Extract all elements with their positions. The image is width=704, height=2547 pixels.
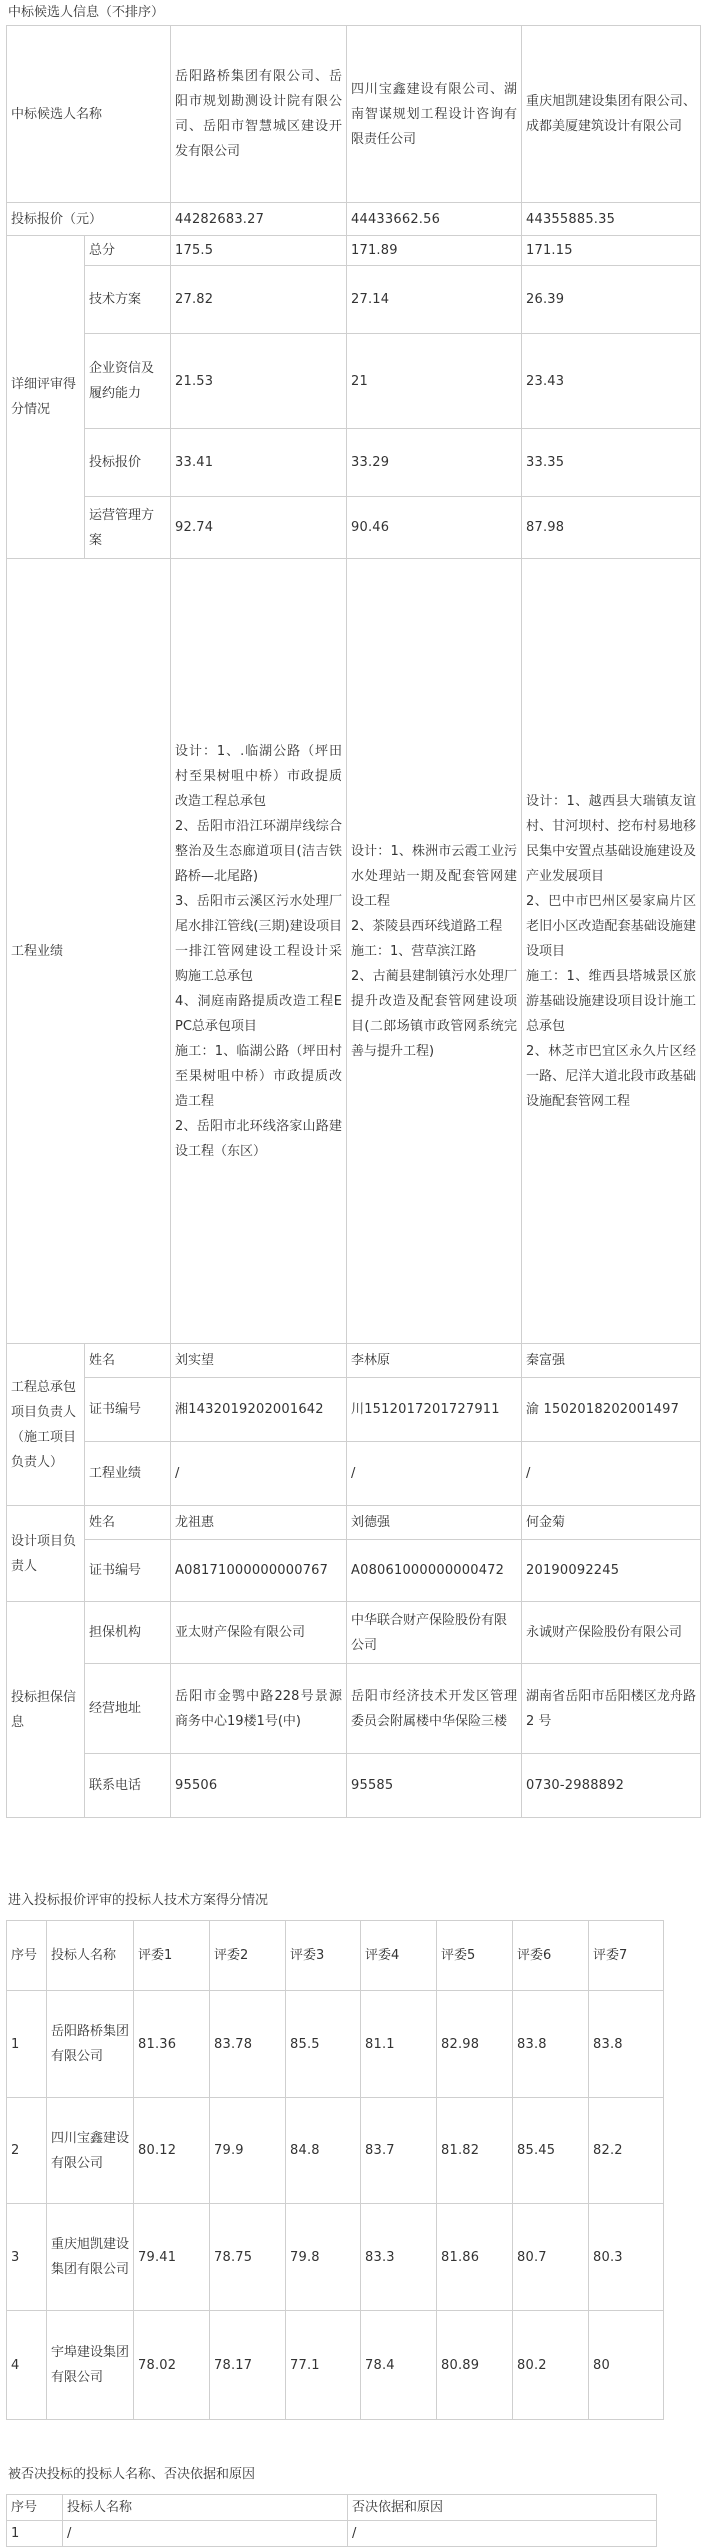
candidate-name: 岳阳路桥集团有限公司、岳阳市规划勘测设计院有限公司、岳阳市智慧城区建设开发有限公司 [171, 26, 347, 203]
judge-score: 79.8 [286, 2204, 361, 2311]
score-value: 171.15 [522, 236, 701, 266]
judge-score: 78.02 [134, 2311, 210, 2420]
performance-label: 工程业绩 [7, 559, 171, 1344]
bid-price: 44433662.56 [347, 203, 522, 236]
manager-work: / [347, 1442, 522, 1506]
column-header: 投标人名称 [63, 2495, 348, 2521]
judge-score: 80.7 [513, 2204, 589, 2311]
judge-score: 81.82 [437, 2098, 513, 2204]
section2-title: 进入投标报价评审的投标人技术方案得分情况 [8, 1893, 269, 1908]
designer-cert: 20190092245 [522, 1540, 701, 1602]
manager-work: / [522, 1442, 701, 1506]
designer-name: 刘德强 [347, 1506, 522, 1540]
table-row [7, 2204, 664, 2311]
manager-cert: 渝 1502018202001497 [522, 1378, 701, 1442]
field-label-phone: 联系电话 [85, 1754, 171, 1818]
bidder-name: 重庆旭凯建设集团有限公司 [47, 2204, 134, 2311]
judge-score: 81.86 [437, 2204, 513, 2311]
section1-title: 中标候选人信息（不排序） [8, 5, 165, 20]
judge-score: 78.75 [210, 2204, 286, 2311]
guarantor-phone: 95585 [347, 1754, 522, 1818]
field-label-cert: 证书编号 [85, 1540, 171, 1602]
score-value: 21 [347, 334, 522, 429]
candidate-info-table [6, 25, 701, 1818]
row-number: 1 [7, 1991, 47, 2098]
rejected-bidders-table [6, 2494, 657, 2547]
guarantor-org: 亚太财产保险有限公司 [171, 1602, 347, 1664]
judge-score: 85.5 [286, 1991, 361, 2098]
manager-name: 秦富强 [522, 1344, 701, 1378]
score-row-label: 总分 [85, 236, 171, 266]
score-value: 175.5 [171, 236, 347, 266]
score-value: 90.46 [347, 497, 522, 559]
judge-score: 79.9 [210, 2098, 286, 2204]
score-value: 21.53 [171, 334, 347, 429]
bid-price: 44355885.35 [522, 203, 701, 236]
field-label-name: 姓名 [85, 1344, 171, 1378]
row-number: 1 [7, 2521, 63, 2547]
designer-name: 何金菊 [522, 1506, 701, 1540]
column-header: 评委1 [134, 1921, 210, 1991]
score-value: 23.43 [522, 334, 701, 429]
score-row-label: 运营管理方案 [85, 497, 171, 559]
section3-title: 被否决投标的投标人名称、否决依据和原因 [8, 2467, 256, 2482]
field-label-cert: 证书编号 [85, 1378, 171, 1442]
score-value: 27.82 [171, 266, 347, 334]
field-label-name: 姓名 [85, 1506, 171, 1540]
guarantor-address: 岳阳市经济技术开发区管理委员会附属楼中华保险三楼 [347, 1664, 522, 1754]
judge-score: 83.7 [361, 2098, 437, 2204]
row-number: 3 [7, 2204, 47, 2311]
bidder-name: 岳阳路桥集团有限公司 [47, 1991, 134, 2098]
score-row-label: 技术方案 [85, 266, 171, 334]
row-number: 2 [7, 2098, 47, 2204]
column-header: 投标人名称 [47, 1921, 134, 1991]
field-label-guarantor: 担保机构 [85, 1602, 171, 1664]
guarantor-phone: 95506 [171, 1754, 347, 1818]
score-value: 171.89 [347, 236, 522, 266]
judge-score: 83.78 [210, 1991, 286, 2098]
judge-score: 77.1 [286, 2311, 361, 2420]
table-row [7, 2311, 664, 2420]
score-value: 33.35 [522, 429, 701, 497]
judge-score: 79.41 [134, 2204, 210, 2311]
bid-price: 44282683.27 [171, 203, 347, 236]
bidder-name: 宇埠建设集团有限公司 [47, 2311, 134, 2420]
guarantor-address: 湖南省岳阳市岳阳楼区龙舟路 2 号 [522, 1664, 701, 1754]
designer-name: 龙祖惠 [171, 1506, 347, 1540]
column-header: 评委4 [361, 1921, 437, 1991]
candidate-name: 重庆旭凯建设集团有限公司、成都美厦建筑设计有限公司 [522, 26, 701, 203]
field-label-address: 经营地址 [85, 1664, 171, 1754]
tech-score-table [6, 1920, 664, 2420]
judge-score: 78.17 [210, 2311, 286, 2420]
judge-score: 81.36 [134, 1991, 210, 2098]
designer-cert: A08061000000000472 [347, 1540, 522, 1602]
table-row [7, 1991, 664, 2098]
judge-score: 83.8 [589, 1991, 664, 2098]
judge-score: 82.98 [437, 1991, 513, 2098]
judge-score: 83.3 [361, 2204, 437, 2311]
bidder-name: 四川宝鑫建设有限公司 [47, 2098, 134, 2204]
candidate-name: 四川宝鑫建设有限公司、湖南智谋规划工程设计咨询有限责任公司 [347, 26, 522, 203]
manager-name: 刘实望 [171, 1344, 347, 1378]
row-number: 4 [7, 2311, 47, 2420]
judge-score: 80.89 [437, 2311, 513, 2420]
judge-score: 78.4 [361, 2311, 437, 2420]
judge-score: 80.3 [589, 2204, 664, 2311]
guarantor-address: 岳阳市金鹗中路228号景源商务中心19楼1号(中) [171, 1664, 347, 1754]
judge-score: 80 [589, 2311, 664, 2420]
designer-cert: A08171000000000767 [171, 1540, 347, 1602]
score-value: 33.41 [171, 429, 347, 497]
manager-group-label: 工程总承包项目负责人（施工项目负责人） [7, 1344, 85, 1506]
score-row-label: 企业资信及履约能力 [85, 334, 171, 429]
column-header: 评委3 [286, 1921, 361, 1991]
guarantor-phone: 0730-2988892 [522, 1754, 701, 1818]
performance-cell: 设计：1、.临湖公路（坪田村至果树咀中桥）市政提质改造工程总承包 2、岳阳市沿江环湖岸线综合整治及生态廊道项目(洁吉铁路桥—北尾路) 3、岳阳市云溪区污水处理厂尾水排江管线(三期)建设项目一排江管网建设工程设计采购施工总承包 4、洞庭南路提质改造工程EPC总承包项目 施工：1、临湖公路（坪田村至果树咀中桥）市政提质改造工程 2、岳阳市北环线洛家山路建设工程（东区） [171, 559, 347, 1344]
guarantee-group-label: 投标担保信息 [7, 1602, 85, 1818]
score-group-label: 详细评审得分情况 [7, 236, 85, 559]
score-value: 27.14 [347, 266, 522, 334]
score-row-label: 投标报价 [85, 429, 171, 497]
judge-score: 80.12 [134, 2098, 210, 2204]
table-row [7, 2098, 664, 2204]
judge-score: 83.8 [513, 1991, 589, 2098]
column-header: 序号 [7, 2495, 63, 2521]
judge-score: 81.1 [361, 1991, 437, 2098]
rejection-reason: / [348, 2521, 657, 2547]
manager-name: 李林原 [347, 1344, 522, 1378]
score-value: 87.98 [522, 497, 701, 559]
score-value: 26.39 [522, 266, 701, 334]
design-group-label: 设计项目负责人 [7, 1506, 85, 1602]
judge-score: 85.45 [513, 2098, 589, 2204]
candidate-name-label: 中标候选人名称 [7, 26, 171, 203]
performance-cell: 设计：1、株洲市云霞工业污水处理站一期及配套管网建设工程 2、茶陵县西环线道路工程 施工：1、营草滨江路 2、古蔺县建制镇污水处理厂提升改造及配套管网建设项目(二郎场镇市政管网系统完善与提升工程) [347, 559, 522, 1344]
column-header: 否决依据和原因 [348, 2495, 657, 2521]
column-header: 评委7 [589, 1921, 664, 1991]
score-value: 92.74 [171, 497, 347, 559]
column-header: 评委6 [513, 1921, 589, 1991]
manager-work: / [171, 1442, 347, 1506]
column-header: 评委5 [437, 1921, 513, 1991]
judge-score: 84.8 [286, 2098, 361, 2204]
guarantor-org: 永诚财产保险股份有限公司 [522, 1602, 701, 1664]
bidder-name: / [63, 2521, 348, 2547]
bid-price-label: 投标报价（元） [7, 203, 171, 236]
judge-score: 82.2 [589, 2098, 664, 2204]
performance-cell: 设计：1、越西县大瑞镇友谊村、甘河坝村、挖布村易地移民集中安置点基础设施建设及产业发展项目 2、巴中市巴州区晏家扁片区老旧小区改造配套基础设施建设项目 施工：1、维西县塔城景区旅游基础设施建设项目设计施工总承包 2、林芝市巴宜区永久片区经一路、尼洋大道北段市政基础设施配套管网工程 [522, 559, 701, 1344]
field-label-work: 工程业绩 [85, 1442, 171, 1506]
judge-score: 80.2 [513, 2311, 589, 2420]
column-header: 序号 [7, 1921, 47, 1991]
manager-cert: 川1512017201727911 [347, 1378, 522, 1442]
manager-cert: 湘1432019202001642 [171, 1378, 347, 1442]
score-value: 33.29 [347, 429, 522, 497]
guarantor-org: 中华联合财产保险股份有限公司 [347, 1602, 522, 1664]
column-header: 评委2 [210, 1921, 286, 1991]
